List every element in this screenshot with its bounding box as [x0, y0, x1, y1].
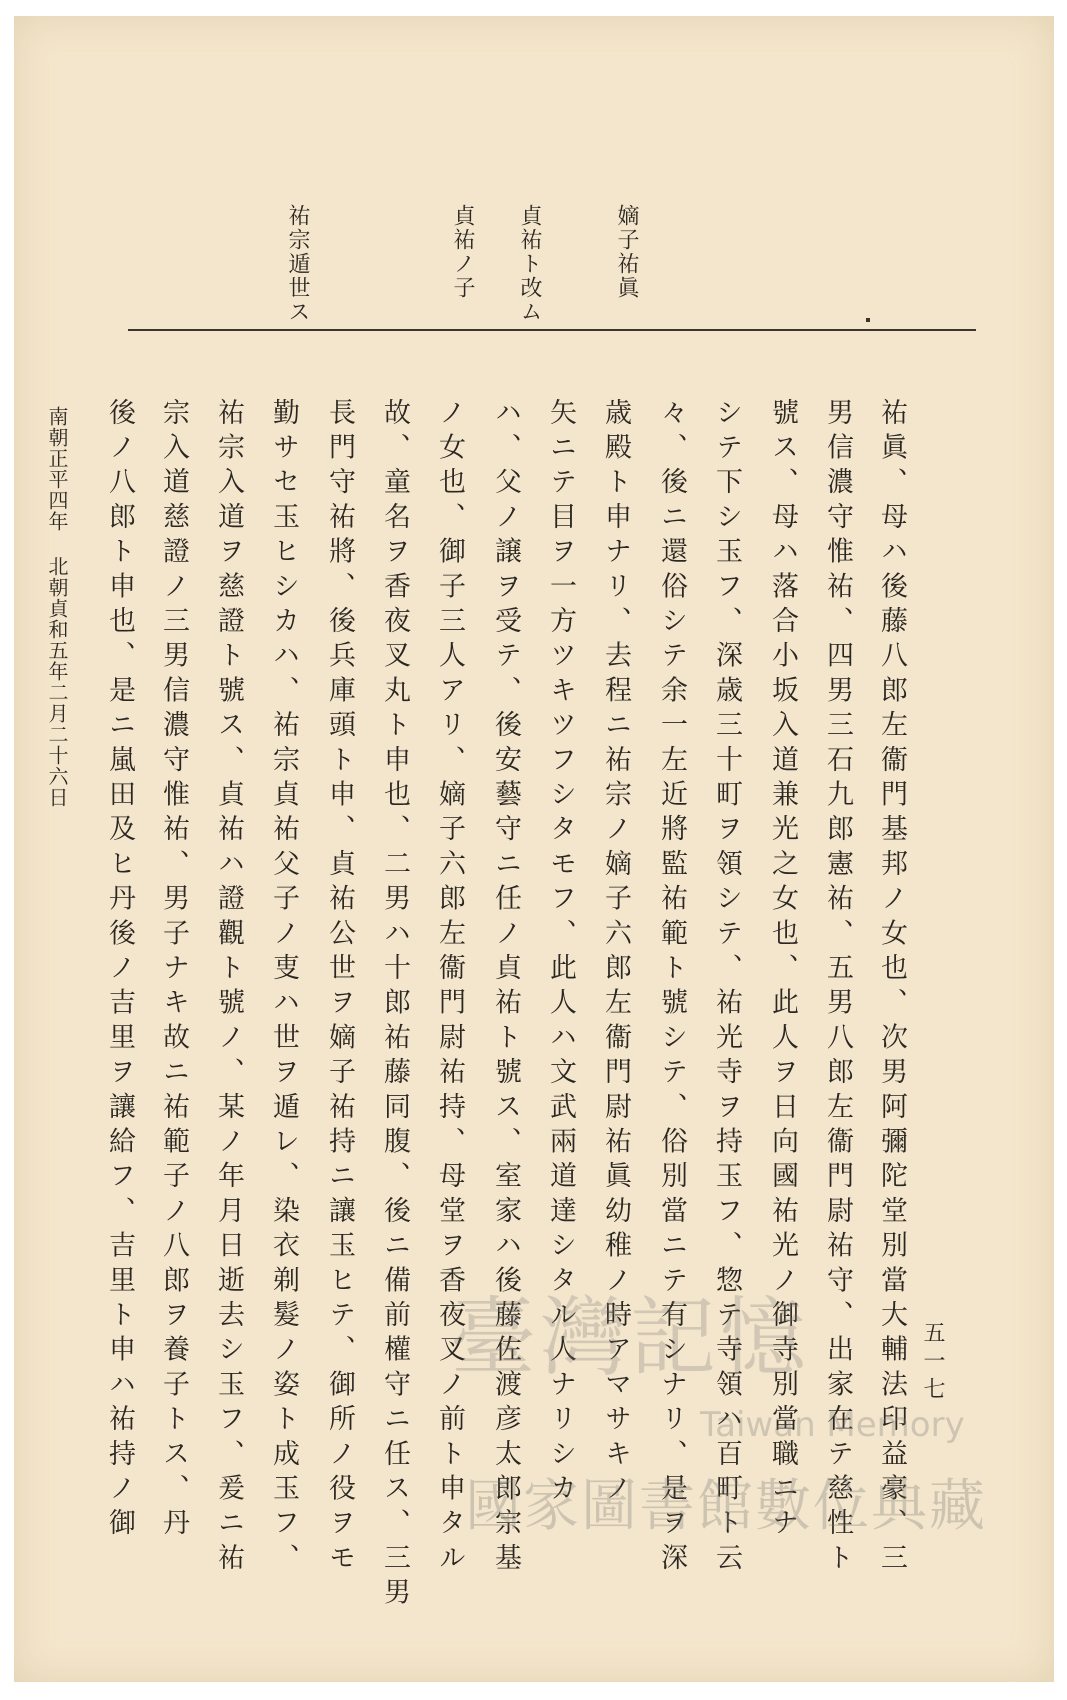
footer-era-north: 北朝貞和五年二月二十六日	[45, 556, 69, 808]
watermark-logo: 臺灣記憶	[450, 1288, 810, 1388]
margin-note-1: 嫡子祐眞	[614, 204, 639, 300]
margin-note-2: 貞祐ト改ム	[517, 204, 542, 324]
header-rule	[128, 329, 976, 331]
text-column-10: 故、童名ヲ香夜叉丸ト申也、二男ハ十郎祐藤同腹、後ニ備前權守ニ任ス、三男	[379, 398, 410, 1613]
margin-note-3: 貞祐ノ子	[450, 204, 475, 300]
footer-era-south: 南朝正平四年	[45, 406, 69, 532]
text-column-4: シテ下シ玉フ、深歳三十町ヲ領シテ、祐光寺ヲ持玉フ、惣テ寺領ハ百町ト云	[711, 398, 742, 1578]
page-number: 五一七	[920, 1321, 945, 1405]
text-column-1: 祐眞、母ハ後藤八郎左衞門基邦ノ女也、次男阿彌陀堂別當大輔法印益豪、三	[876, 398, 907, 1578]
text-column-5: 々、後ニ還俗シテ余一左近將監祐範ト號シテ、俗別當ニテ有シナリ、是ヲ深	[656, 398, 687, 1578]
text-column-3: 號ス、母ハ落合小坂入道兼光之女也、此人ヲ日向國祐光ノ御寺別當職ニナ	[767, 398, 798, 1544]
watermark-library: 國家圖書館數位典藏	[465, 1474, 987, 1539]
text-column-12: 勤サセ玉ヒシカハ、祐宗貞祐父子ノ叓ハ世ヲ遁レ、染衣剃髮ノ姿ト成玉フ、	[268, 398, 299, 1578]
watermark-english: Taiwan Memory	[700, 1405, 965, 1445]
text-column-13: 祐宗入道ヲ慈證ト號ス、貞祐ハ證觀ト號ノ、某ノ年月日逝去シ玉フ、爰ニ祐	[213, 398, 244, 1578]
text-column-7: 矢ニテ目ヲ一方ツキツフシタモフ、此人ハ文武兩道達シタル人ナリシカ	[545, 398, 576, 1509]
margin-note-4: 祐宗遁世ス	[285, 204, 310, 324]
text-column-6: 歳殿ト申ナリ、去程ニ祐宗ノ嫡子六郎左衞門尉祐眞幼稚ノ時アマサキノ	[600, 398, 631, 1509]
text-column-14: 宗入道慈證ノ三男信濃守惟祐、男子ナキ故ニ祐範子ノ八郎ヲ養子トス、丹	[158, 398, 189, 1544]
text-column-8: ハ、父ノ譲ヲ受テ、後安藝守ニ任ノ貞祐ト號ス、室家ハ後藤佐渡彦太郎宗基	[490, 398, 521, 1578]
rule-mark	[866, 318, 870, 322]
text-column-15: 後ノ八郎ト申也、是ニ嵐田及ヒ丹後ノ吉里ヲ讓給フ、吉里ト申ハ祐持ノ御	[104, 398, 135, 1544]
text-column-2: 男信濃守惟祐、四男三石九郎憲祐、五男八郎左衞門尉祐守、出家在テ慈性ト	[822, 398, 853, 1578]
text-column-9: ノ女也、御子三人アリ、嫡子六郎左衞門尉祐持、母堂ヲ香夜叉ノ前ト申タル	[434, 398, 465, 1578]
text-column-11: 長門守祐將、後兵庫頭ト申、貞祐公世ヲ嫡子祐持ニ讓玉ヒテ、御所ノ役ヲモ	[324, 398, 355, 1578]
